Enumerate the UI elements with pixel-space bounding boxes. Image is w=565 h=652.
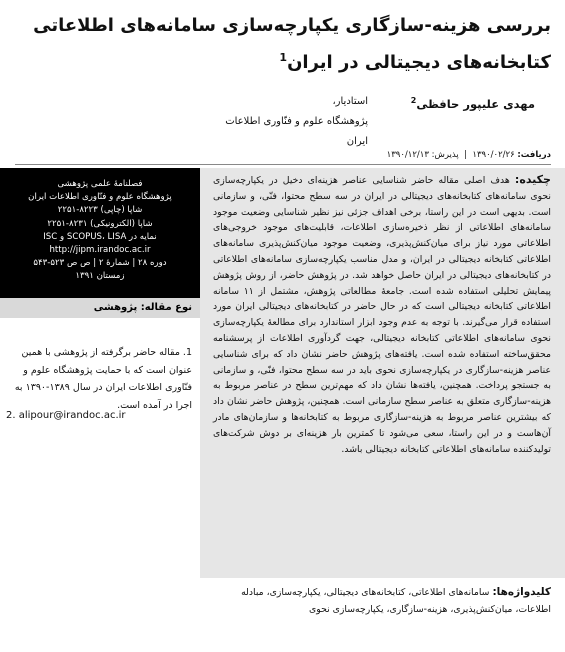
article-title [11,10,551,79]
accepted-date: ۱۳۹۰/۱۲/۱۳ [386,150,429,160]
footnote-2-email[interactable]: 2. alipour@irandoc.ac.ir [6,410,126,421]
title-footnote-marker: 1 [279,51,288,64]
received-date: ۱۳۹۰/۰۲/۲۶ [472,150,515,160]
author-institute: پژوهشگاه علوم و فنّاوری اطلاعات ایران [225,116,368,147]
abstract [213,172,551,457]
journal-line: پژوهشگاه علوم و فنّاوری اطلاعات ایران [28,192,172,203]
article-dates: دریافت: ۱۳۹۰/۰۲/۲۶ | پذیرش: ۱۳۹۰/۱۲/۱۳ [386,150,551,160]
dates-divider [15,164,551,165]
received-label: دریافت: [517,150,551,160]
keywords-label: کلیدواژه‌ها: [492,586,551,598]
journal-line: زمستان ۱۳۹۱ [75,271,125,282]
author-affiliation [208,92,368,152]
abstract-text: هدف اصلی مقاله حاضر شناسایی عناصر هزینه‌ای دخیل در یکپارچه‌سازی نحوی سامانه‌های کتابخانه‌های دیجیتالی در ایران در سه سطح محتوا، فنّی، و سازمانی است. بدیهی است در این راستا، برخی اهداف جزئی نیز نظیر شناسایی وضعیت موجود سامانه‌های اطلاعاتی از نظر ذخیره‌سازی اطلاعات، قابلیت‌های موجود خروجی‌های اطلاعاتی مورد نیاز برای میان‌کنش‌پذیری، وضعیت موجود میان‌کنش‌پذیری سامانه‌های اطلاعاتی کتابخانه دیجیتالی در ایران، و مدل مناسب یکپارچه‌سازی سامانه‌های اطلاعاتی در کتابخانه‌های دیجیتالی در ایران حاصل خواهد شد. در پژوهش حاضر، از روش پژوهش پیمایش تحلیلی استفاده شده است. جامعهٔ مطالعاتی پژوهش، مشتمل از ۱۱ سامانه اطلاعاتی کتابخانه دیجیتالی است که در حال حاضر در کتابخانه‌های دیجیتالی ایران مورد استفاده قرار می‌گیرند. با توجه به عدم وجود ابزار استاندارد برای مطالعهٔ یکپارچه‌سازی نحوی سامانه‌های اطلاعاتی کتابخانه دیجیتالی، جهت گردآوری اطلاعات از پرسشنامه محقق‌ساخته استفاده شده است. یافته‌های پژوهش حاضر نشان داد که برای شناسایی عناصر هزینه-سازگاری در یکپارچه‌سازی نحوی باید در سه سطح محتوا، فنّی، و سازمانی به جستجو پرداخت. همچنین، یافته‌ها نشان داد که مهم‌ترین سطح در عناصر مربوط به هزینه-سازگاری متعلق به عناصر سطح سازمانی است. همچنین، پژوهش حاضر نشان داد که بیشترین عناصر مربوط به هزینه-سازگاری مربوط به کتابخانه‌ها و سازمان‌های مادر آن‌هاست و در این راستا، سعی می‌شود تا کمترین بار هزینه‌ای بر دوش شرکت‌های تولیدکننده سامانه‌های اطلاعاتی کتابخانه دیجیتالی باشد. [213,175,551,455]
keywords-text: سامانه‌های اطلاعاتی، کتابخانه‌های دیجیتالی، یکپارچه‌سازی، مبادله اطلاعات، میان‌کنش‌پذیری، هزینه-سازگاری، یکپارچه‌سازی نحوی [241,587,551,615]
journal-line: فصلنامهٔ علمی پژوهشی [57,179,143,189]
keywords [211,584,551,618]
footnote-1: 1. مقاله حاضر برگرفته از پژوهشی با همین عنوان است که با حمایت پژوهشگاه علوم و فنّاوری اطلاعات ایران در سال ۱۳۸۹-۱۳۹۰ به اجرا در آمده است. [14,347,192,411]
journal-line: دوره ۲۸ | شمارهٔ ۲ | ص ص ۵۲۳-۵۴۳ [33,258,167,269]
author-footnote-marker: 2 [410,96,417,105]
article-title-text: بررسی هزینه-سازگاری یکپارچه‌سازی سامانه‌های اطلاعاتی کتابخانه‌های دیجیتالی در ایران [33,15,551,73]
article-type: نوع مقاله: پژوهشی [0,298,200,318]
journal-line: نمایه در SCOPUS، LISA و ISC [43,231,157,242]
journal-url[interactable]: http://jipm.irandoc.ac.ir [49,245,151,256]
journal-info-box [0,168,200,318]
journal-line: شاپا (الکترونیکی) ۸۲۳۱-۲۲۵۱ [47,218,153,229]
author-name-text: مهدی علیپور حافظی [416,96,535,111]
accepted-label: پذیرش: [431,150,459,160]
author-position: استادیار، [332,96,368,107]
abstract-label: چکیده: [514,173,551,186]
journal-line: شاپا (چاپی) ۸۲۲۳-۲۲۵۱ [57,205,143,216]
author-name [411,96,535,111]
